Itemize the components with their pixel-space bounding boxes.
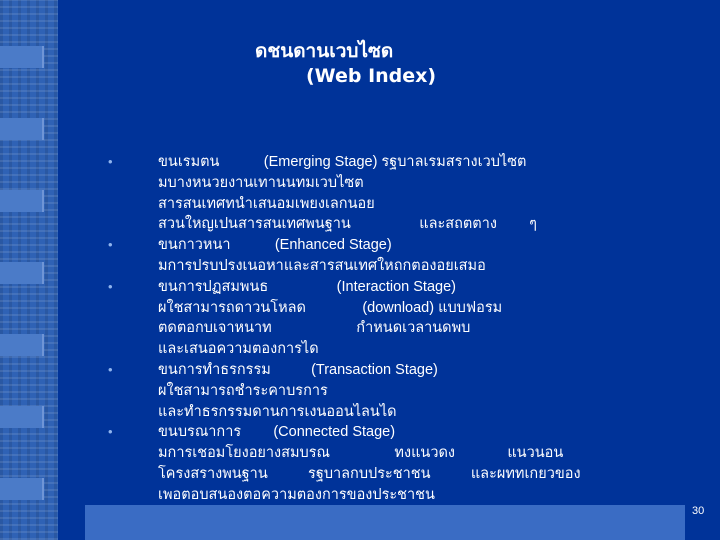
- sidebar-block: [0, 262, 44, 284]
- bullet-line: มการเชอมโยงอยางสมบรณ ทงแนวดง แนวนอน: [158, 445, 564, 462]
- bullet-dot-icon: •: [108, 361, 113, 377]
- sidebar-block: [0, 190, 44, 212]
- bullet-line: ผใชสามารถดาวนโหลด (download) แบบฟอรม: [158, 299, 503, 316]
- bullet-line: ขนกาวหนา (Enhanced Stage): [158, 237, 392, 254]
- bullet-line: ขนบรณาการ (Connected Stage): [158, 424, 396, 441]
- bullet-line: ขนการทำธรกรรม (Transaction Stage): [158, 361, 438, 378]
- bullet-line: โครงสรางพนฐาน รฐบาลกบประชาชน และผททเกยวของ: [158, 465, 581, 482]
- bullet-item-transaction: [108, 360, 628, 422]
- bullet-line: เพอตอบสนองตอความตองการของประชาชน: [158, 486, 435, 503]
- title-line-2: (Web Index): [306, 65, 437, 87]
- bullet-dot-icon: •: [108, 424, 113, 440]
- bullet-line: และทำธรกรรมดานการเงนออนไลนได: [158, 403, 397, 420]
- bullet-dot-icon: •: [108, 154, 113, 169]
- sidebar-block: [0, 46, 44, 68]
- title-line-1: ดชนดานเวบไซด: [255, 40, 394, 62]
- bullet-line: มการปรบปรงเนอหาและสารสนเทศใหถกตองอยเสมอ: [158, 257, 486, 274]
- decorative-sidebar: [0, 0, 58, 540]
- bullet-line: สารสนเทศทนำเสนอมเพยงเลกนอย: [158, 195, 375, 212]
- bottom-accent-bar: [85, 505, 685, 540]
- bullet-dot-icon: •: [108, 278, 113, 294]
- bullet-list: [108, 152, 628, 506]
- sidebar-block: [0, 406, 44, 428]
- sidebar-block: [0, 334, 44, 356]
- bullet-item-connected: [108, 422, 628, 505]
- bullet-item-interaction: [108, 277, 628, 360]
- bullet-dot-icon: •: [108, 237, 113, 253]
- bullet-line: ตดตอกบเจาหนาท กำหนดเวลานดพบ: [158, 320, 471, 337]
- bullet-item-enhanced: [108, 235, 628, 277]
- bullet-line: และเสนอความตองการได: [158, 341, 319, 358]
- bullet-line: ขนการปฏสมพนธ (Interaction Stage): [158, 278, 456, 295]
- sidebar-block: [0, 478, 44, 500]
- bullet-item-emerging: [108, 152, 628, 235]
- sidebar-block: [0, 118, 44, 140]
- bullet-line: ผใชสามารถชำระคาบรการ: [158, 382, 328, 399]
- bullet-line: ขนเรมตน (Emerging Stage) รฐบาลเรมสรางเวบไซต: [158, 154, 527, 170]
- bullet-line: สวนใหญเปนสารสนเทศพนฐาน และสถตตาง ๆ: [158, 216, 537, 233]
- page-number: 30: [692, 505, 705, 517]
- bullet-line: มบางหนวยงานเทานนทมเวบไซต: [158, 174, 364, 191]
